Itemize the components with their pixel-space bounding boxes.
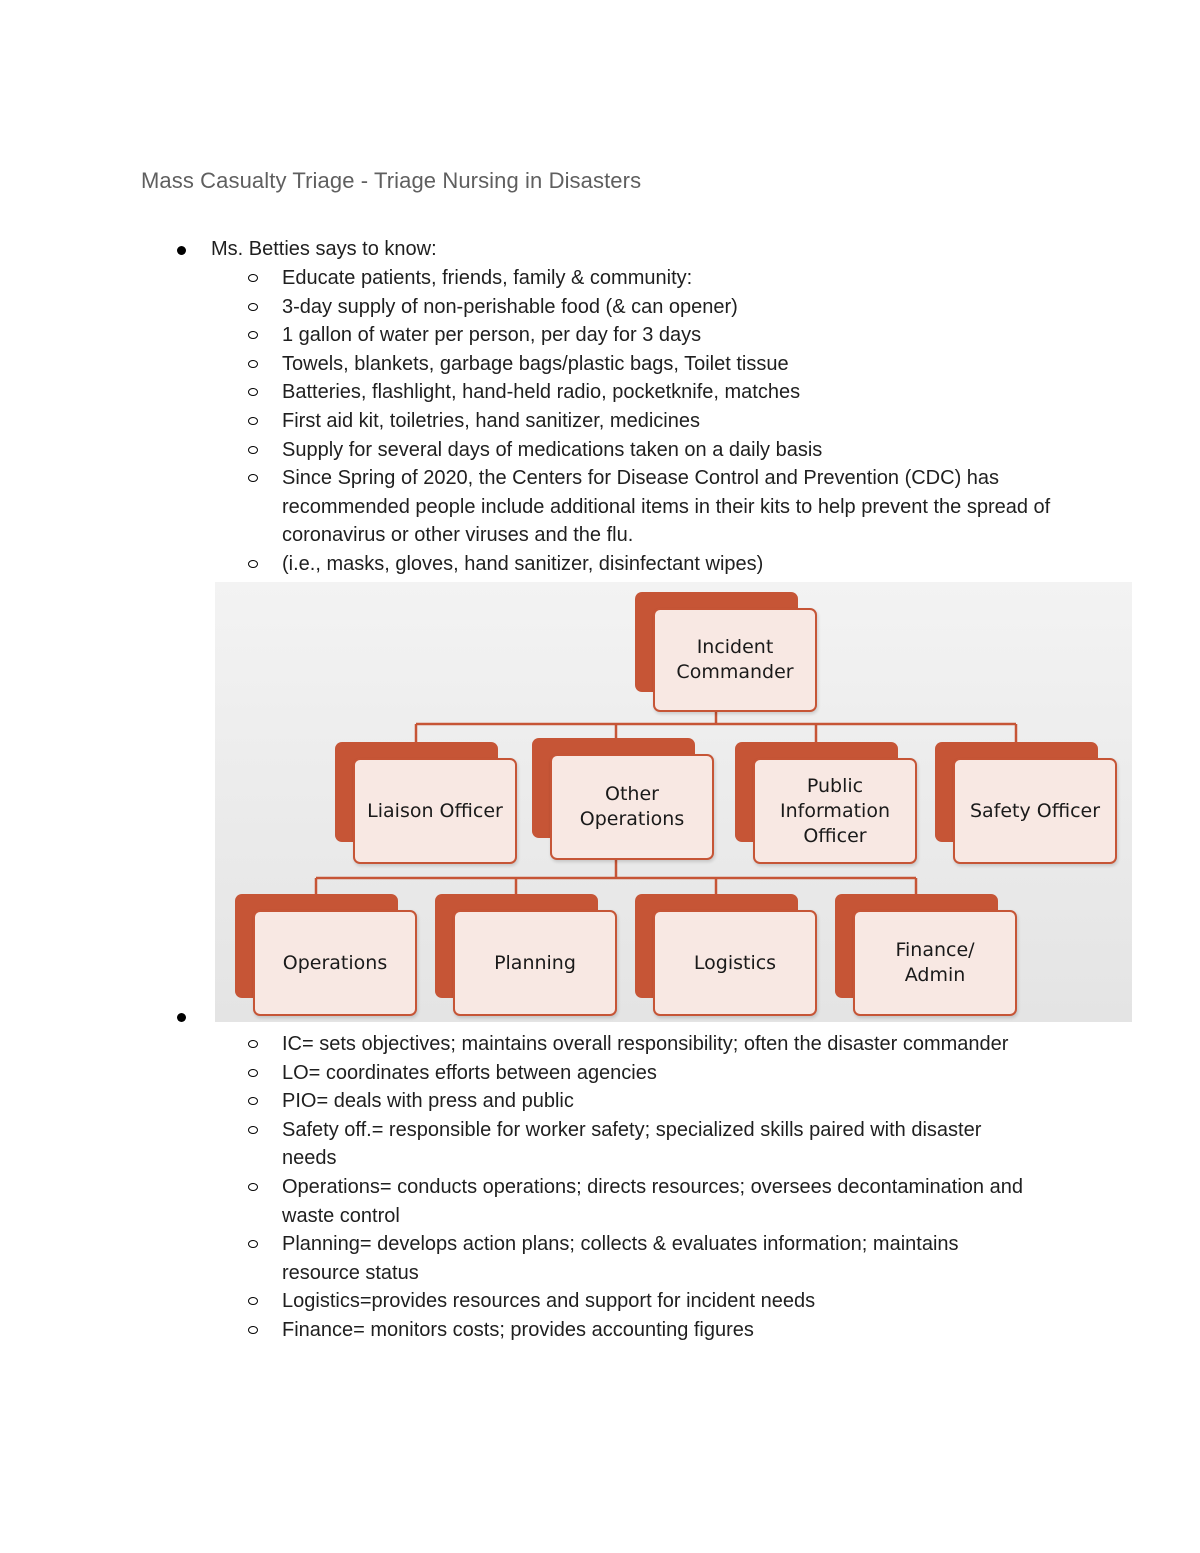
list-item: (i.e., masks, gloves, hand sanitizer, disinfectant wipes): [248, 550, 1068, 579]
list-item: PIO= deals with press and public: [248, 1087, 1038, 1116]
list-item: IC= sets objectives; maintains overall responsibility; often the disaster commander: [248, 1030, 1038, 1059]
node-logistics: Logistics: [635, 894, 819, 1018]
circle-bullet-icon: [248, 331, 258, 339]
node-finance-admin: Finance/ Admin: [835, 894, 1019, 1018]
document-title: Mass Casualty Triage - Triage Nursing in Disasters: [141, 168, 642, 193]
bullet-dot: [177, 1013, 186, 1022]
list-item: Since Spring of 2020, the Centers for Disease Control and Prevention (CDC) has recommended people include additional items in their kits to help prevent the spread of coronavirus or other viruses and the flu.: [248, 464, 1068, 550]
list-item: Safety off.= responsible for worker safety; specialized skills paired with disaster needs: [248, 1116, 1038, 1173]
circle-bullet-icon: [248, 1183, 258, 1191]
list-item: Finance= monitors costs; provides accounting figures: [248, 1316, 1038, 1345]
circle-bullet-icon: [248, 1126, 258, 1134]
circle-bullet-icon: [248, 274, 258, 282]
supply-list: [248, 264, 1068, 579]
list-heading: Ms. Betties says to know:: [211, 238, 437, 260]
node-liaison-officer: Liaison Officer: [335, 742, 519, 866]
list-item: Educate patients, friends, family & community:: [248, 264, 1068, 293]
circle-bullet-icon: [248, 446, 258, 454]
circle-bullet-icon: [248, 417, 258, 425]
list-item: Towels, blankets, garbage bags/plastic bags, Toilet tissue: [248, 350, 1068, 379]
circle-bullet-icon: [248, 560, 258, 568]
circle-bullet-icon: [248, 303, 258, 311]
bullet-dot: [177, 246, 186, 255]
list-item: Batteries, flashlight, hand-held radio, pocketknife, matches: [248, 378, 1068, 407]
node-safety-officer: Safety Officer: [935, 742, 1119, 866]
role-definitions-list: [248, 1030, 1038, 1345]
list-item: LO= coordinates efforts between agencies: [248, 1059, 1038, 1088]
node-operations: Operations: [235, 894, 419, 1018]
list-item: First aid kit, toiletries, hand sanitizer, medicines: [248, 407, 1068, 436]
circle-bullet-icon: [248, 1326, 258, 1334]
list-item: 3-day supply of non-perishable food (& can opener): [248, 293, 1068, 322]
list-item: 1 gallon of water per person, per day for 3 days: [248, 321, 1068, 350]
circle-bullet-icon: [248, 1240, 258, 1248]
list-item: Supply for several days of medications taken on a daily basis: [248, 436, 1068, 465]
circle-bullet-icon: [248, 474, 258, 482]
node-incident-commander: Incident Commander: [635, 592, 819, 712]
list-item: Operations= conducts operations; directs resources; oversees decontamination and waste control: [248, 1173, 1038, 1230]
list-item: Logistics=provides resources and support for incident needs: [248, 1287, 1038, 1316]
circle-bullet-icon: [248, 1069, 258, 1077]
org-chart: [215, 582, 1132, 1022]
circle-bullet-icon: [248, 360, 258, 368]
circle-bullet-icon: [248, 1297, 258, 1305]
circle-bullet-icon: [248, 1040, 258, 1048]
node-other-operations: Other Operations: [532, 738, 716, 862]
circle-bullet-icon: [248, 1097, 258, 1105]
list-item: Planning= develops action plans; collects & evaluates information; maintains resource status: [248, 1230, 1038, 1287]
node-public-information-officer: Public Information Officer: [735, 742, 919, 866]
node-planning: Planning: [435, 894, 619, 1018]
circle-bullet-icon: [248, 388, 258, 396]
